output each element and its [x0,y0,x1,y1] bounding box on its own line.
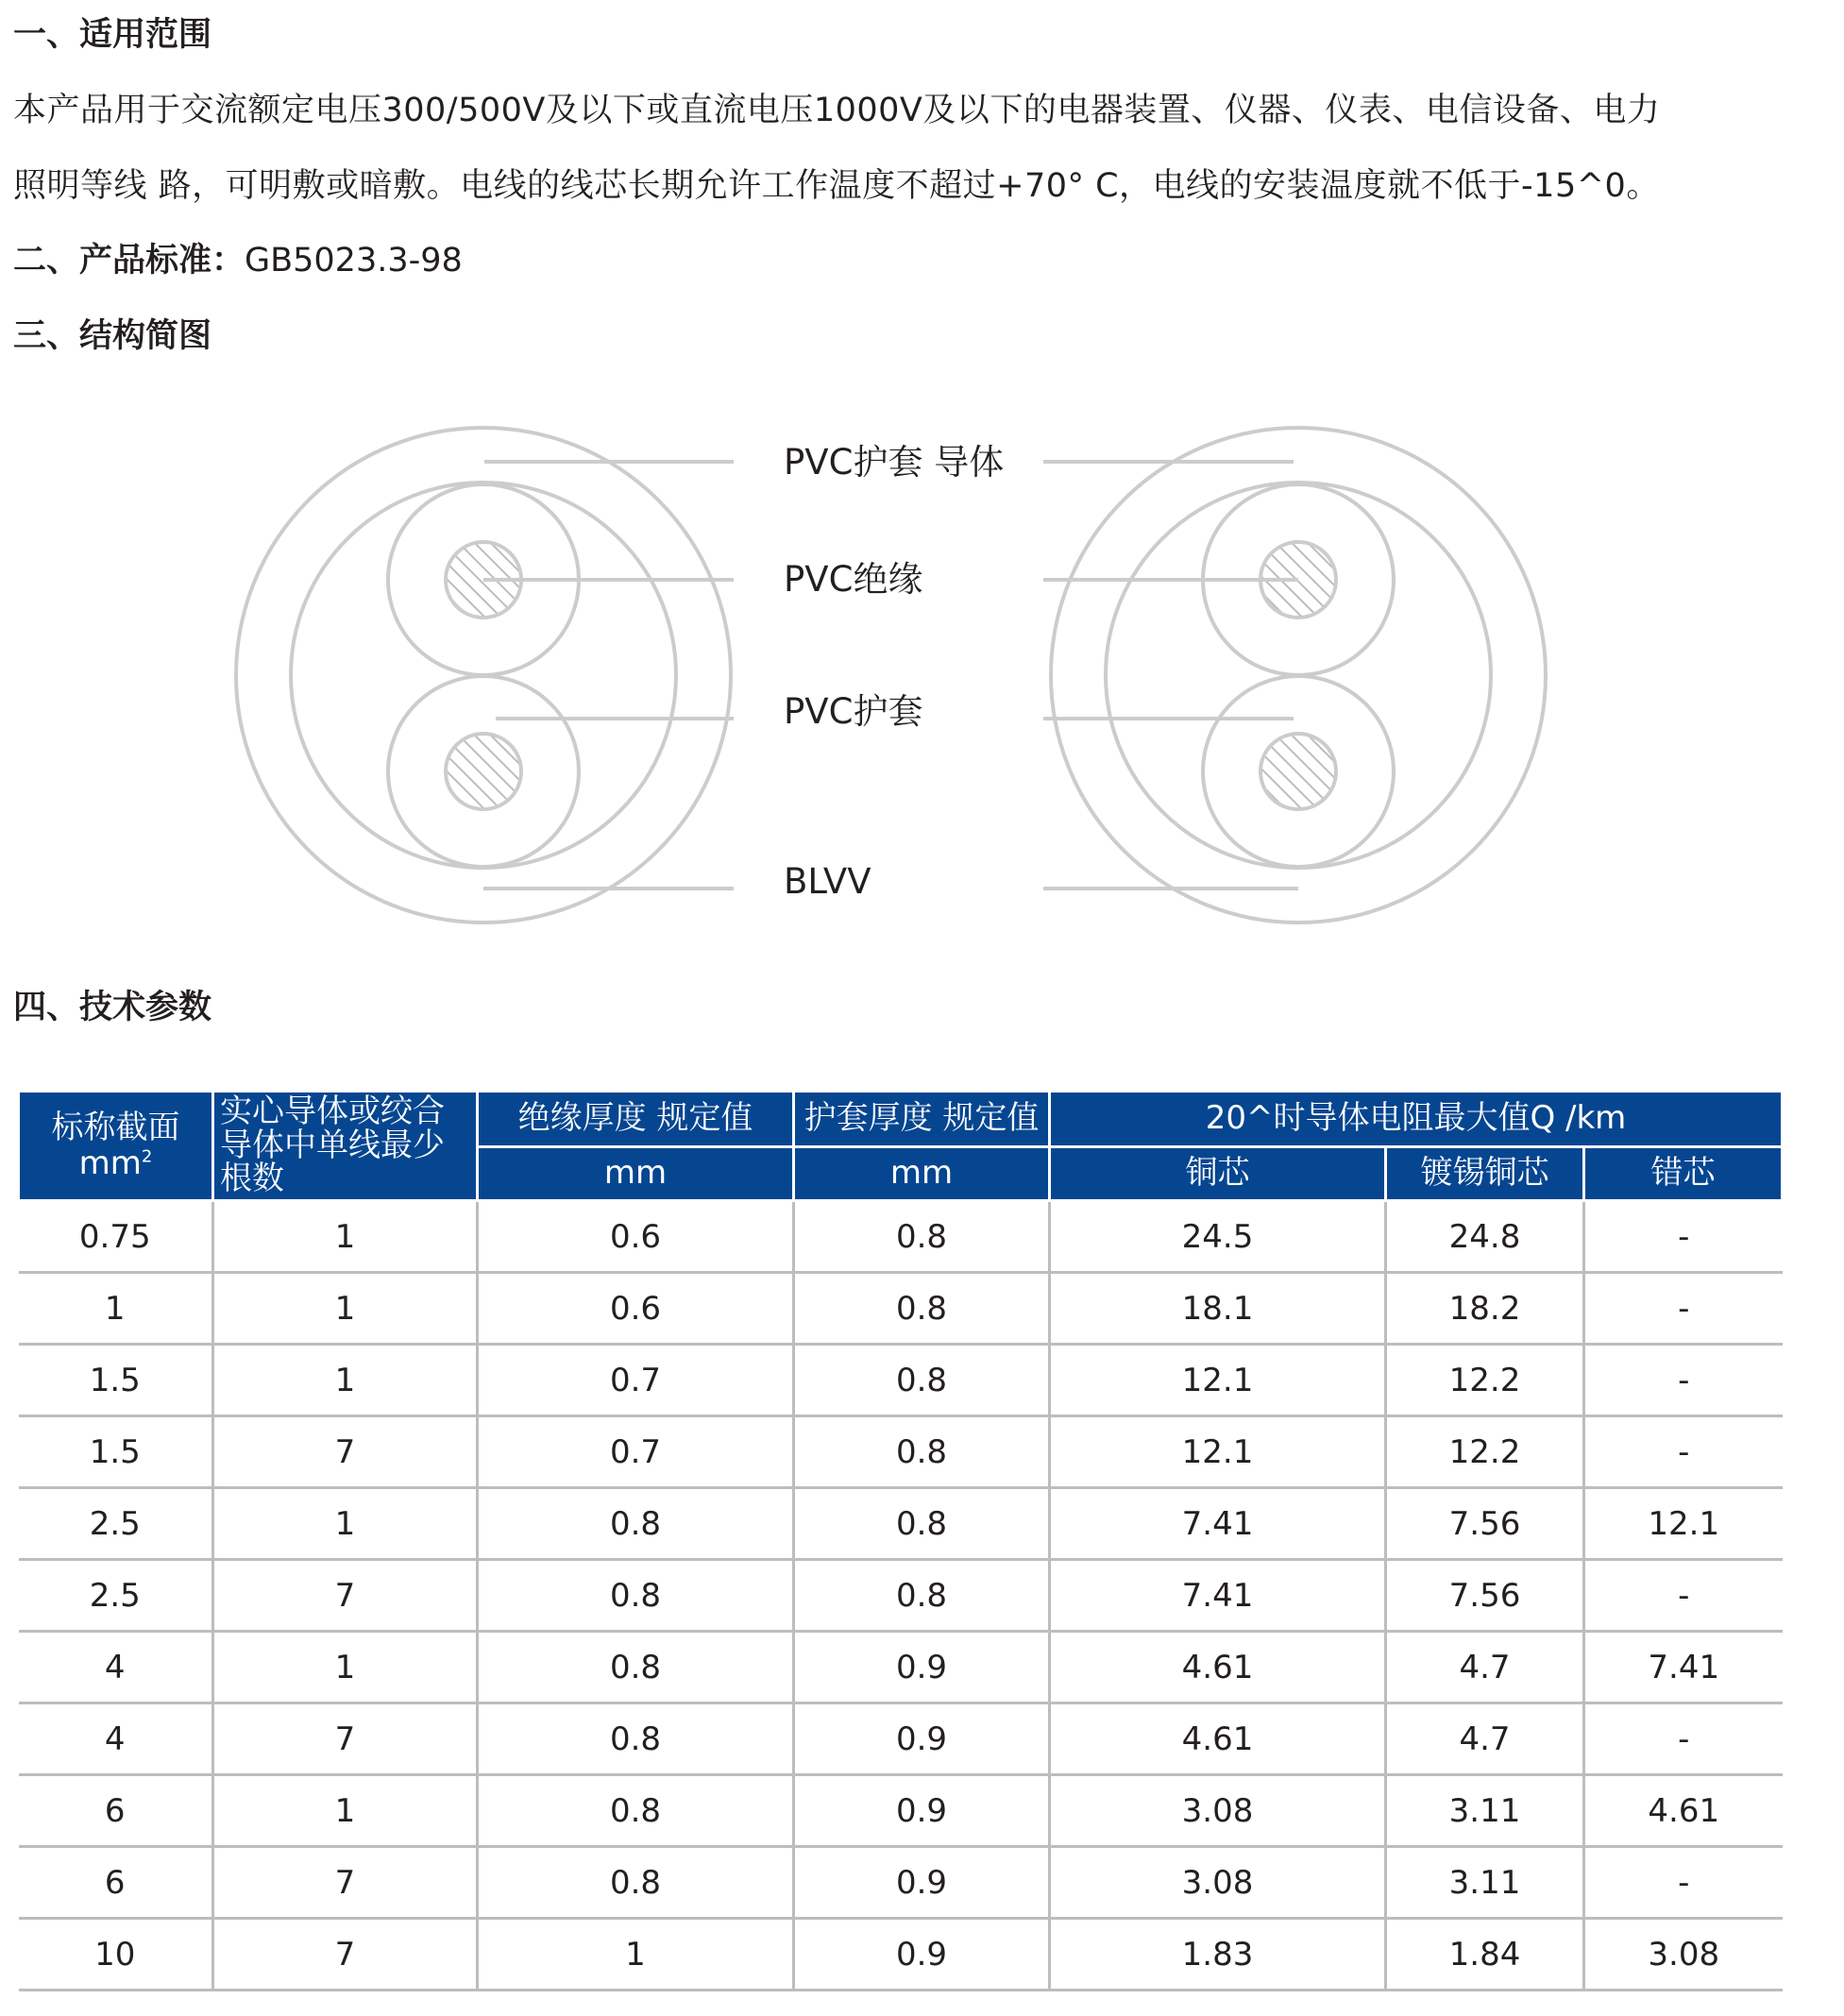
table-cell: 7.56 [1386,1488,1584,1560]
table-cell: - [1584,1345,1783,1416]
table-cell: 7.41 [1050,1560,1386,1632]
table-cell: - [1584,1847,1783,1919]
table-cell: 0.9 [794,1775,1050,1847]
table-cell: 1 [213,1345,478,1416]
table-cell: 7 [213,1416,478,1488]
table-row [19,1775,1783,1847]
table-cell: 3.08 [1584,1919,1783,1991]
table-cell: 1 [213,1273,478,1345]
header-jacket-unit: mm [794,1147,1050,1201]
standard-label: 二、产品标准： [13,242,245,280]
table-row [19,1416,1783,1488]
table-cell: 7.56 [1386,1560,1584,1632]
table-row [19,1632,1783,1703]
table-cell: 0.8 [794,1345,1050,1416]
table-row [19,1703,1783,1775]
table-cell: 1.83 [1050,1919,1386,1991]
table-cell: 0.6 [478,1273,794,1345]
header-jacket-thickness: 护套厚度 规定值 [794,1092,1050,1147]
table-cell: 0.8 [478,1703,794,1775]
section-1-title: 一、适用范围 [13,16,212,54]
table-cell: - [1584,1416,1783,1488]
table-cell: 0.9 [794,1703,1050,1775]
table-cell: - [1584,1273,1783,1345]
table-cell: 18.1 [1050,1273,1386,1345]
cable-cross-section-right [1043,428,1546,923]
table-row [19,1201,1783,1273]
standard-value: GB5023.3-98 [245,242,463,280]
table-row [19,1847,1783,1919]
table-cell: 1 [213,1775,478,1847]
header-copper: 铜芯 [1050,1147,1386,1201]
table-cell: 1.84 [1386,1919,1584,1991]
header-insulation-unit: mm [478,1147,794,1201]
table-cell: - [1584,1201,1783,1273]
table-cell: 24.8 [1386,1201,1584,1273]
table-cell: 0.7 [478,1416,794,1488]
table-cell: 4 [19,1703,213,1775]
scope-text-line-2: 照明等线 路，可明敷或暗敷。电线的线芯长期允许工作温度不超过+70° C，电线的安装温度就不低于-15^0。 [13,167,1660,205]
table-cell: 1.5 [19,1416,213,1488]
label-pvc-jacket: PVC护套 [784,691,923,732]
table-cell: 1 [213,1201,478,1273]
section-3-title: 三、结构简图 [13,317,212,355]
table-cell: 4.61 [1050,1703,1386,1775]
table-cell: 1 [478,1919,794,1991]
header-alloy: 错芯 [1584,1147,1783,1201]
table-cell: 0.8 [478,1775,794,1847]
section-2-title [13,242,463,280]
table-cell: 2.5 [19,1560,213,1632]
table-cell: 7 [213,1703,478,1775]
table-cell: 3.08 [1050,1847,1386,1919]
table-cell: 4.61 [1050,1632,1386,1703]
table-cell: 7 [213,1847,478,1919]
scope-text-line-1: 本产品用于交流额定电压300/500V及以下或直流电压1000V及以下的电器装置、仪器、仪表、电信设备、电力 [13,92,1661,129]
table-cell: 4.61 [1584,1775,1783,1847]
table-cell: 0.8 [794,1201,1050,1273]
table-cell: 0.9 [794,1632,1050,1703]
label-model-blvv: BLVV [784,861,871,902]
table-cell: 18.2 [1386,1273,1584,1345]
table-cell: 3.08 [1050,1775,1386,1847]
table-cell: 0.8 [794,1416,1050,1488]
table-cell: 3.11 [1386,1775,1584,1847]
table-cell: 1 [213,1488,478,1560]
table-cell: - [1584,1560,1783,1632]
table-cell: 0.8 [794,1273,1050,1345]
table-cell: 24.5 [1050,1201,1386,1273]
table-cell: 12.1 [1584,1488,1783,1560]
table-cell: 0.9 [794,1919,1050,1991]
table-cell: 0.9 [794,1847,1050,1919]
table-row [19,1273,1783,1345]
table-cell: 10 [19,1919,213,1991]
table-row [19,1919,1783,1991]
table-row [19,1488,1783,1560]
table-cell: 7.41 [1050,1488,1386,1560]
table-cell: 7.41 [1584,1632,1783,1703]
label-pvc-insulation: PVC绝缘 [784,559,923,600]
table-cell: 0.8 [794,1560,1050,1632]
table-cell: 12.1 [1050,1345,1386,1416]
table-row [19,1345,1783,1416]
header-insulation-thickness: 绝缘厚度 规定值 [478,1092,794,1147]
table-cell: 0.8 [478,1632,794,1703]
table-cell: 12.2 [1386,1345,1584,1416]
table-row [19,1560,1783,1632]
table-cell: - [1584,1703,1783,1775]
table-cell: 7 [213,1560,478,1632]
table-cell: 0.7 [478,1345,794,1416]
table-cell: 0.8 [478,1847,794,1919]
table-cell: 0.75 [19,1201,213,1273]
header-nominal-section: 标称截面 $mm^2$ [19,1092,213,1201]
table-cell: 6 [19,1775,213,1847]
table-cell: 3.11 [1386,1847,1584,1919]
table-cell: 0.8 [794,1488,1050,1560]
cable-cross-section-left [236,428,734,923]
table-cell: 0.6 [478,1201,794,1273]
table-cell: 4 [19,1632,213,1703]
header-min-strands: 实心导体或绞合导体中单线最少根数 [213,1092,478,1201]
table-cell: 0.8 [478,1488,794,1560]
table-cell: 4.7 [1386,1632,1584,1703]
table-cell: 12.2 [1386,1416,1584,1488]
technical-parameters-table [17,1090,1784,1991]
cable-structure-diagram [0,406,1844,944]
table-cell: 2.5 [19,1488,213,1560]
table-cell: 7 [213,1919,478,1991]
table-cell: 12.1 [1050,1416,1386,1488]
table-cell: 0.8 [478,1560,794,1632]
label-pvc-jacket-conductor: PVC护套 导体 [784,442,1005,483]
table-cell: 1 [19,1273,213,1345]
section-4-title: 四、技术参数 [13,989,212,1026]
header-max-resistance: 20^时导体电阻最大值Q /km [1050,1092,1783,1147]
table-cell: 4.7 [1386,1703,1584,1775]
table-cell: 1.5 [19,1345,213,1416]
table-cell: 6 [19,1847,213,1919]
header-tinned-copper: 镀锡铜芯 [1386,1147,1584,1201]
table-cell: 1 [213,1632,478,1703]
